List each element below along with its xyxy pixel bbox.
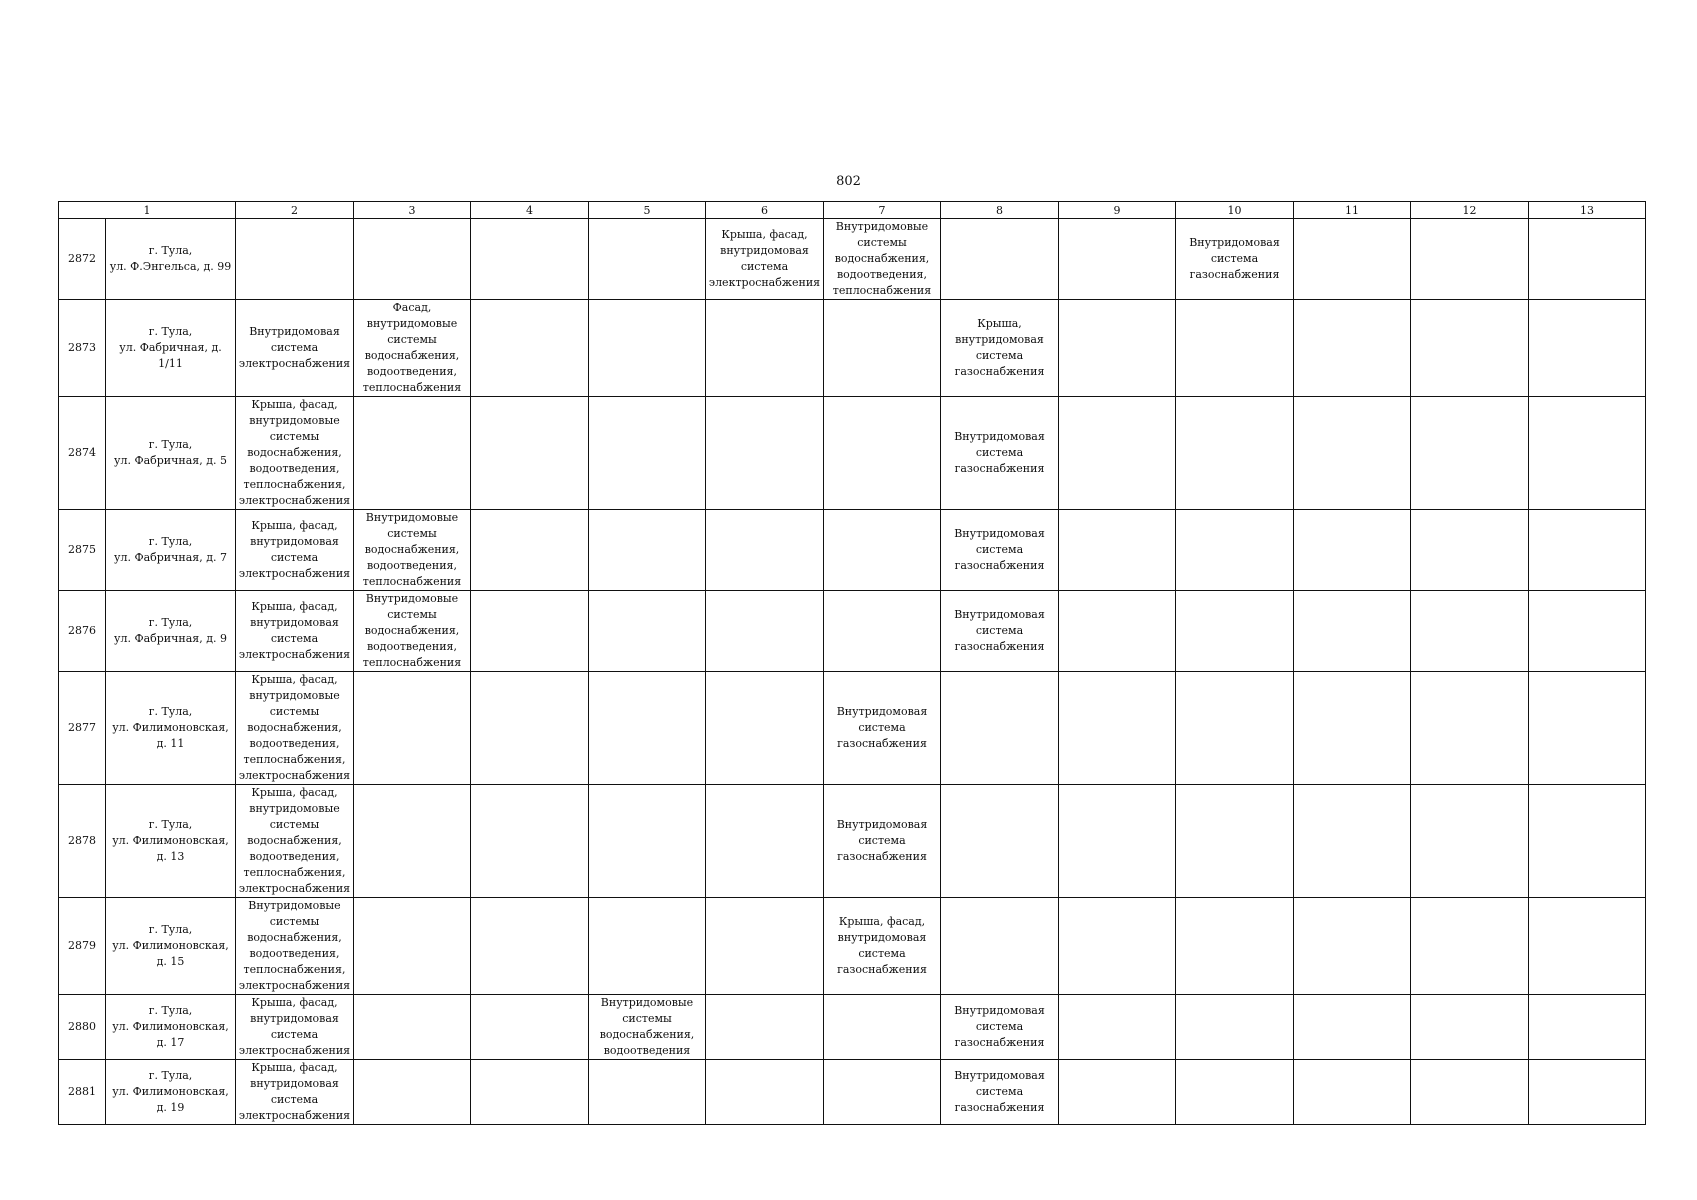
work-cell-col-6: Крыша, фасад, внутридомовая система электроснабжения bbox=[706, 219, 824, 300]
address-cell: г. Тула, ул. Ф.Энгельса, д. 99 bbox=[106, 219, 236, 300]
work-cell-col-3 bbox=[354, 1060, 471, 1125]
work-cell-col-12 bbox=[1411, 785, 1529, 898]
work-cell-col-6 bbox=[706, 1060, 824, 1125]
address-cell: г. Тула, ул. Филимоновская, д. 15 bbox=[106, 898, 236, 995]
work-cell-col-3: Внутридомовые системы водоснабжения, водоотведения, теплоснабжения bbox=[354, 510, 471, 591]
work-cell-col-6 bbox=[706, 300, 824, 397]
work-cell-col-8 bbox=[941, 898, 1059, 995]
work-cell-col-11 bbox=[1294, 1060, 1411, 1125]
work-cell-col-7: Внутридомовая система газоснабжения bbox=[824, 785, 941, 898]
row-number: 2873 bbox=[59, 300, 106, 397]
work-cell-col-6 bbox=[706, 995, 824, 1060]
work-cell-col-10 bbox=[1176, 510, 1294, 591]
work-cell-col-9 bbox=[1059, 397, 1176, 510]
work-cell-col-5: Внутридомовые системы водоснабжения, водоотведения bbox=[589, 995, 706, 1060]
work-cell-col-12 bbox=[1411, 219, 1529, 300]
work-cell-col-13 bbox=[1529, 510, 1646, 591]
work-cell-col-8 bbox=[941, 219, 1059, 300]
column-header: 10 bbox=[1176, 202, 1294, 219]
work-cell-col-8: Внутридомовая система газоснабжения bbox=[941, 1060, 1059, 1125]
work-cell-col-10 bbox=[1176, 672, 1294, 785]
row-number: 2874 bbox=[59, 397, 106, 510]
work-cell-col-13 bbox=[1529, 672, 1646, 785]
work-cell-col-12 bbox=[1411, 1060, 1529, 1125]
address-cell: г. Тула, ул. Фабричная, д. 1/11 bbox=[106, 300, 236, 397]
work-cell-col-3 bbox=[354, 672, 471, 785]
work-cell-col-4 bbox=[471, 300, 589, 397]
address-cell: г. Тула, ул. Фабричная, д. 9 bbox=[106, 591, 236, 672]
address-cell: г. Тула, ул. Филимоновская, д. 17 bbox=[106, 995, 236, 1060]
work-cell-col-5 bbox=[589, 510, 706, 591]
work-cell-col-11 bbox=[1294, 397, 1411, 510]
work-cell-col-4 bbox=[471, 510, 589, 591]
table-row bbox=[59, 510, 1646, 591]
work-cell-col-3 bbox=[354, 898, 471, 995]
work-cell-col-8 bbox=[941, 672, 1059, 785]
work-cell-col-7 bbox=[824, 300, 941, 397]
work-cell-col-8: Крыша, внутридомовая система газоснабжения bbox=[941, 300, 1059, 397]
work-cell-col-5 bbox=[589, 785, 706, 898]
work-cell-col-8 bbox=[941, 785, 1059, 898]
work-cell-col-10 bbox=[1176, 1060, 1294, 1125]
page-number: 802 bbox=[836, 174, 861, 189]
column-header: 7 bbox=[824, 202, 941, 219]
table-row bbox=[59, 1060, 1646, 1125]
work-cell-col-3 bbox=[354, 995, 471, 1060]
table-row bbox=[59, 397, 1646, 510]
work-cell-col-11 bbox=[1294, 995, 1411, 1060]
work-cell-col-11 bbox=[1294, 785, 1411, 898]
work-cell-col-13 bbox=[1529, 219, 1646, 300]
work-cell-col-2: Крыша, фасад, внутридомовые системы водоснабжения, водоотведения, теплоснабжения, электроснабжения bbox=[236, 785, 354, 898]
work-cell-col-9 bbox=[1059, 219, 1176, 300]
work-cell-col-10: Внутридомовая система газоснабжения bbox=[1176, 219, 1294, 300]
work-cell-col-10 bbox=[1176, 898, 1294, 995]
address-cell: г. Тула, ул. Фабричная, д. 5 bbox=[106, 397, 236, 510]
work-cell-col-9 bbox=[1059, 898, 1176, 995]
work-cell-col-8: Внутридомовая система газоснабжения bbox=[941, 995, 1059, 1060]
table-row bbox=[59, 219, 1646, 300]
row-number: 2875 bbox=[59, 510, 106, 591]
row-number: 2881 bbox=[59, 1060, 106, 1125]
row-number: 2878 bbox=[59, 785, 106, 898]
work-cell-col-5 bbox=[589, 300, 706, 397]
work-cell-col-2: Крыша, фасад, внутридомовая система электроснабжения bbox=[236, 1060, 354, 1125]
work-cell-col-12 bbox=[1411, 591, 1529, 672]
work-cell-col-6 bbox=[706, 510, 824, 591]
works-schedule-table bbox=[58, 201, 1646, 1125]
work-cell-col-2: Крыша, фасад, внутридомовая система электроснабжения bbox=[236, 591, 354, 672]
work-cell-col-13 bbox=[1529, 995, 1646, 1060]
work-cell-col-3: Фасад, внутридомовые системы водоснабжения, водоотведения, теплоснабжения bbox=[354, 300, 471, 397]
work-cell-col-12 bbox=[1411, 672, 1529, 785]
work-cell-col-11 bbox=[1294, 672, 1411, 785]
work-cell-col-13 bbox=[1529, 1060, 1646, 1125]
table-row bbox=[59, 995, 1646, 1060]
row-number: 2879 bbox=[59, 898, 106, 995]
table-row bbox=[59, 785, 1646, 898]
work-cell-col-7 bbox=[824, 397, 941, 510]
work-cell-col-13 bbox=[1529, 300, 1646, 397]
work-cell-col-2: Внутридомовые системы водоснабжения, водоотведения, теплоснабжения, электроснабжения bbox=[236, 898, 354, 995]
work-cell-col-10 bbox=[1176, 785, 1294, 898]
work-cell-col-11 bbox=[1294, 219, 1411, 300]
work-cell-col-5 bbox=[589, 397, 706, 510]
column-header: 2 bbox=[236, 202, 354, 219]
work-cell-col-7 bbox=[824, 510, 941, 591]
header-row bbox=[59, 202, 1646, 219]
work-cell-col-7: Крыша, фасад, внутридомовая система газоснабжения bbox=[824, 898, 941, 995]
work-cell-col-7 bbox=[824, 995, 941, 1060]
work-cell-col-4 bbox=[471, 397, 589, 510]
work-cell-col-5 bbox=[589, 1060, 706, 1125]
work-cell-col-3: Внутридомовые системы водоснабжения, водоотведения, теплоснабжения bbox=[354, 591, 471, 672]
work-cell-col-5 bbox=[589, 898, 706, 995]
work-cell-col-9 bbox=[1059, 995, 1176, 1060]
row-number: 2876 bbox=[59, 591, 106, 672]
work-cell-col-3 bbox=[354, 397, 471, 510]
address-cell: г. Тула, ул. Филимоновская, д. 19 bbox=[106, 1060, 236, 1125]
work-cell-col-2: Крыша, фасад, внутридомовая система электроснабжения bbox=[236, 995, 354, 1060]
column-header: 5 bbox=[589, 202, 706, 219]
column-header: 4 bbox=[471, 202, 589, 219]
work-cell-col-6 bbox=[706, 898, 824, 995]
table-row bbox=[59, 300, 1646, 397]
row-number: 2880 bbox=[59, 995, 106, 1060]
row-number: 2872 bbox=[59, 219, 106, 300]
table-body bbox=[59, 219, 1646, 1125]
work-cell-col-4 bbox=[471, 672, 589, 785]
work-cell-col-13 bbox=[1529, 785, 1646, 898]
column-header: 8 bbox=[941, 202, 1059, 219]
work-cell-col-6 bbox=[706, 397, 824, 510]
table-row bbox=[59, 898, 1646, 995]
column-header: 13 bbox=[1529, 202, 1646, 219]
column-header: 6 bbox=[706, 202, 824, 219]
work-cell-col-8: Внутридомовая система газоснабжения bbox=[941, 591, 1059, 672]
work-cell-col-7: Внутридомовые системы водоснабжения, водоотведения, теплоснабжения bbox=[824, 219, 941, 300]
work-cell-col-4 bbox=[471, 219, 589, 300]
work-cell-col-10 bbox=[1176, 591, 1294, 672]
work-cell-col-10 bbox=[1176, 300, 1294, 397]
work-cell-col-3 bbox=[354, 219, 471, 300]
work-cell-col-5 bbox=[589, 219, 706, 300]
column-header: 3 bbox=[354, 202, 471, 219]
column-header: 11 bbox=[1294, 202, 1411, 219]
work-cell-col-2: Крыша, фасад, внутридомовая система электроснабжения bbox=[236, 510, 354, 591]
work-cell-col-12 bbox=[1411, 995, 1529, 1060]
work-cell-col-13 bbox=[1529, 898, 1646, 995]
work-cell-col-4 bbox=[471, 1060, 589, 1125]
column-header: 12 bbox=[1411, 202, 1529, 219]
work-cell-col-4 bbox=[471, 785, 589, 898]
work-cell-col-2 bbox=[236, 219, 354, 300]
work-cell-col-12 bbox=[1411, 397, 1529, 510]
work-cell-col-9 bbox=[1059, 591, 1176, 672]
work-cell-col-9 bbox=[1059, 672, 1176, 785]
work-cell-col-8: Внутридомовая система газоснабжения bbox=[941, 397, 1059, 510]
row-number: 2877 bbox=[59, 672, 106, 785]
address-cell: г. Тула, ул. Фабричная, д. 7 bbox=[106, 510, 236, 591]
work-cell-col-7 bbox=[824, 1060, 941, 1125]
work-cell-col-11 bbox=[1294, 591, 1411, 672]
address-cell: г. Тула, ул. Филимоновская, д. 11 bbox=[106, 672, 236, 785]
work-cell-col-5 bbox=[589, 591, 706, 672]
work-cell-col-8: Внутридомовая система газоснабжения bbox=[941, 510, 1059, 591]
work-cell-col-6 bbox=[706, 591, 824, 672]
column-header: 9 bbox=[1059, 202, 1176, 219]
work-cell-col-13 bbox=[1529, 591, 1646, 672]
work-cell-col-12 bbox=[1411, 300, 1529, 397]
work-cell-col-11 bbox=[1294, 510, 1411, 591]
table-row bbox=[59, 591, 1646, 672]
work-cell-col-7: Внутридомовая система газоснабжения bbox=[824, 672, 941, 785]
address-cell: г. Тула, ул. Филимоновская, д. 13 bbox=[106, 785, 236, 898]
work-cell-col-2: Крыша, фасад, внутридомовые системы водоснабжения, водоотведения, теплоснабжения, электроснабжения bbox=[236, 397, 354, 510]
table-row bbox=[59, 672, 1646, 785]
work-cell-col-11 bbox=[1294, 300, 1411, 397]
work-cell-col-9 bbox=[1059, 510, 1176, 591]
work-cell-col-9 bbox=[1059, 1060, 1176, 1125]
work-cell-col-12 bbox=[1411, 510, 1529, 591]
work-cell-col-2: Крыша, фасад, внутридомовые системы водоснабжения, водоотведения, теплоснабжения, электроснабжения bbox=[236, 672, 354, 785]
work-cell-col-5 bbox=[589, 672, 706, 785]
work-cell-col-7 bbox=[824, 591, 941, 672]
work-cell-col-4 bbox=[471, 591, 589, 672]
work-cell-col-4 bbox=[471, 995, 589, 1060]
work-cell-col-13 bbox=[1529, 397, 1646, 510]
work-cell-col-6 bbox=[706, 785, 824, 898]
work-cell-col-9 bbox=[1059, 300, 1176, 397]
work-cell-col-2: Внутридомовая система электроснабжения bbox=[236, 300, 354, 397]
work-cell-col-3 bbox=[354, 785, 471, 898]
work-cell-col-12 bbox=[1411, 898, 1529, 995]
work-cell-col-9 bbox=[1059, 785, 1176, 898]
column-header: 1 bbox=[59, 202, 236, 219]
work-cell-col-11 bbox=[1294, 898, 1411, 995]
work-cell-col-10 bbox=[1176, 995, 1294, 1060]
work-cell-col-6 bbox=[706, 672, 824, 785]
work-cell-col-4 bbox=[471, 898, 589, 995]
work-cell-col-10 bbox=[1176, 397, 1294, 510]
